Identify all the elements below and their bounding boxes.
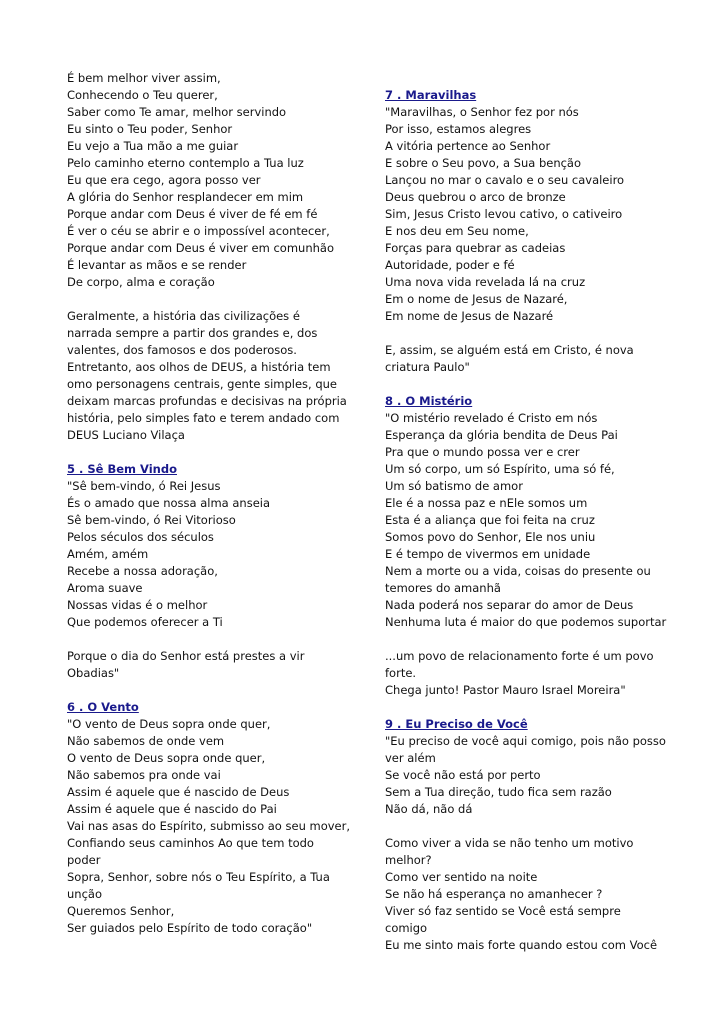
text-line: Como viver a vida se não tenho um motivo [385, 836, 634, 850]
blank-line [67, 291, 357, 308]
text-line: Que podemos oferecer a Ti [67, 615, 223, 629]
text-line: Saber como Te amar, melhor servindo [67, 105, 287, 119]
text-line: Autoridade, poder e fé [385, 258, 515, 272]
text-line: história, pelo simples fato e terem andado com [67, 411, 340, 425]
song-heading: 6 . O Vento [67, 700, 139, 714]
text-line: Assim é aquele que é nascido do Pai [67, 802, 277, 816]
song-heading: 8 . O Mistério [385, 394, 473, 408]
text-line: Deus quebrou o arco de bronze [385, 190, 566, 204]
text-line: comigo [385, 921, 428, 935]
text-line: criatura Paulo" [385, 360, 470, 374]
text-line: Nossas vidas é o melhor [67, 598, 208, 612]
blank-line [385, 325, 667, 342]
text-line: Recebe a nossa adoração, [67, 564, 218, 578]
text-line: E é tempo de vivermos em unidade [385, 547, 591, 561]
text-line: poder [67, 853, 101, 867]
text-line: temores do amanhã [385, 581, 501, 595]
text-line: omo personagens centrais, gente simples, que [67, 377, 338, 391]
text-line: Eu vejo a Tua mão a me guiar [67, 139, 239, 153]
text-line: Geralmente, a história das civilizações é [67, 309, 300, 323]
left-column [67, 70, 357, 937]
blank-line [385, 70, 667, 87]
text-line: ver além [385, 751, 436, 765]
text-line: Sopra, Senhor, sobre nós o Teu Espírito, a Tua [67, 870, 330, 884]
text-line: "Eu preciso de você aqui comigo, pois não posso [385, 734, 666, 748]
text-line: Não dá, não dá [385, 802, 473, 816]
text-line: Não sabemos pra onde vai [67, 768, 221, 782]
text-line: Sem a Tua direção, tudo fica sem razão [385, 785, 612, 799]
text-line: Porque andar com Deus é viver de fé em fé [67, 207, 318, 221]
text-line: Se não há esperança no amanhecer ? [385, 887, 603, 901]
text-line: valentes, dos famosos e dos poderosos. [67, 343, 297, 357]
text-line: És o amado que nossa alma anseia [67, 496, 271, 510]
text-line: Porque andar com Deus é viver em comunhão [67, 241, 334, 255]
text-line: É ver o céu se abrir e o impossível acontecer, [67, 224, 330, 238]
text-line: O vento de Deus sopra onde quer, [67, 751, 266, 765]
text-line: Sê bem-vindo, ó Rei Vitorioso [67, 513, 236, 527]
text-line: ...um povo de relacionamento forte é um povo [385, 649, 654, 663]
text-line: Somos povo do Senhor, Ele nos uniu [385, 530, 596, 544]
blank-line [67, 682, 357, 699]
text-line: Entretanto, aos olhos de DEUS, a história tem [67, 360, 331, 374]
text-line: Em o nome de Jesus de Nazaré, [385, 292, 568, 306]
text-line: Forças para quebrar as cadeias [385, 241, 566, 255]
text-line: Pelo caminho eterno contemplo a Tua luz [67, 156, 304, 170]
text-line: Lançou no mar o cavalo e o seu cavaleiro [385, 173, 625, 187]
text-line: É levantar as mãos e se render [67, 258, 247, 272]
text-line: Confiando seus caminhos Ao que tem todo [67, 836, 314, 850]
text-line: "Maravilhas, o Senhor fez por nós [385, 105, 579, 119]
text-line: A glória do Senhor resplandecer em mim [67, 190, 304, 204]
text-line: Um só corpo, um só Espírito, uma só fé, [385, 462, 615, 476]
text-line: unção [67, 887, 102, 901]
text-line: narrada sempre a partir dos grandes e, dos [67, 326, 318, 340]
text-line: Eu sinto o Teu poder, Senhor [67, 122, 233, 136]
text-line: Eu me sinto mais forte quando estou com Você [385, 938, 658, 952]
text-line: Nem a morte ou a vida, coisas do presente ou [385, 564, 651, 578]
song-heading: 9 . Eu Preciso de Você [385, 717, 528, 731]
text-line: Vai nas asas do Espírito, submisso ao seu mover, [67, 819, 351, 833]
text-line: Em nome de Jesus de Nazaré [385, 309, 554, 323]
song-heading: 5 . Sê Bem Vindo [67, 462, 177, 476]
text-line: Ser guiados pelo Espírito de todo coração" [67, 921, 313, 935]
text-line: Eu que era cego, agora posso ver [67, 173, 261, 187]
text-line: Por isso, estamos alegres [385, 122, 532, 136]
text-line: Conhecendo o Teu querer, [67, 88, 218, 102]
text-line: Sim, Jesus Cristo levou cativo, o cativeiro [385, 207, 623, 221]
text-line: E, assim, se alguém está em Cristo, é nova [385, 343, 634, 357]
blank-line [385, 699, 667, 716]
blank-line [385, 631, 667, 648]
text-line: Não sabemos de onde vem [67, 734, 225, 748]
right-column [385, 70, 667, 954]
text-line: deixam marcas profundas e decisivas na própria [67, 394, 347, 408]
text-line: Um só batismo de amor [385, 479, 523, 493]
text-line: Obadias" [67, 666, 120, 680]
text-line: Uma nova vida revelada lá na cruz [385, 275, 586, 289]
text-line: Esta é a aliança que foi feita na cruz [385, 513, 595, 527]
text-line: Amém, amém [67, 547, 149, 561]
text-line: Chega junto! Pastor Mauro Israel Moreira" [385, 683, 626, 697]
text-line: Queremos Senhor, [67, 904, 175, 918]
text-line: Assim é aquele que é nascido de Deus [67, 785, 290, 799]
text-line: forte. [385, 666, 417, 680]
blank-line [67, 631, 357, 648]
text-line: "O vento de Deus sopra onde quer, [67, 717, 271, 731]
text-line: Como ver sentido na noite [385, 870, 538, 884]
text-line: Nada poderá nos separar do amor de Deus [385, 598, 634, 612]
text-line: DEUS Luciano Vilaça [67, 428, 185, 442]
song-heading: 7 . Maravilhas [385, 88, 477, 102]
text-line: É bem melhor viver assim, [67, 71, 221, 85]
text-line: "Sê bem-vindo, ó Rei Jesus [67, 479, 221, 493]
text-line: De corpo, alma e coração [67, 275, 215, 289]
text-line: E sobre o Seu povo, a Sua benção [385, 156, 582, 170]
text-line: Nenhuma luta é maior do que podemos suportar [385, 615, 667, 629]
blank-line [67, 444, 357, 461]
text-line: Porque o dia do Senhor está prestes a vir [67, 649, 305, 663]
text-line: Pra que o mundo possa ver e crer [385, 445, 580, 459]
text-line: Ele é a nossa paz e nEle somos um [385, 496, 588, 510]
text-line: melhor? [385, 853, 432, 867]
text-line: Viver só faz sentido se Você está sempre [385, 904, 621, 918]
text-line: E nos deu em Seu nome, [385, 224, 529, 238]
text-line: Se você não está por perto [385, 768, 541, 782]
text-line: Esperança da glória bendita de Deus Pai [385, 428, 618, 442]
text-line: A vitória pertence ao Senhor [385, 139, 551, 153]
blank-line [385, 376, 667, 393]
text-line: "O mistério revelado é Cristo em nós [385, 411, 598, 425]
text-line: Aroma suave [67, 581, 143, 595]
text-line: Pelos séculos dos séculos [67, 530, 214, 544]
blank-line [385, 818, 667, 835]
